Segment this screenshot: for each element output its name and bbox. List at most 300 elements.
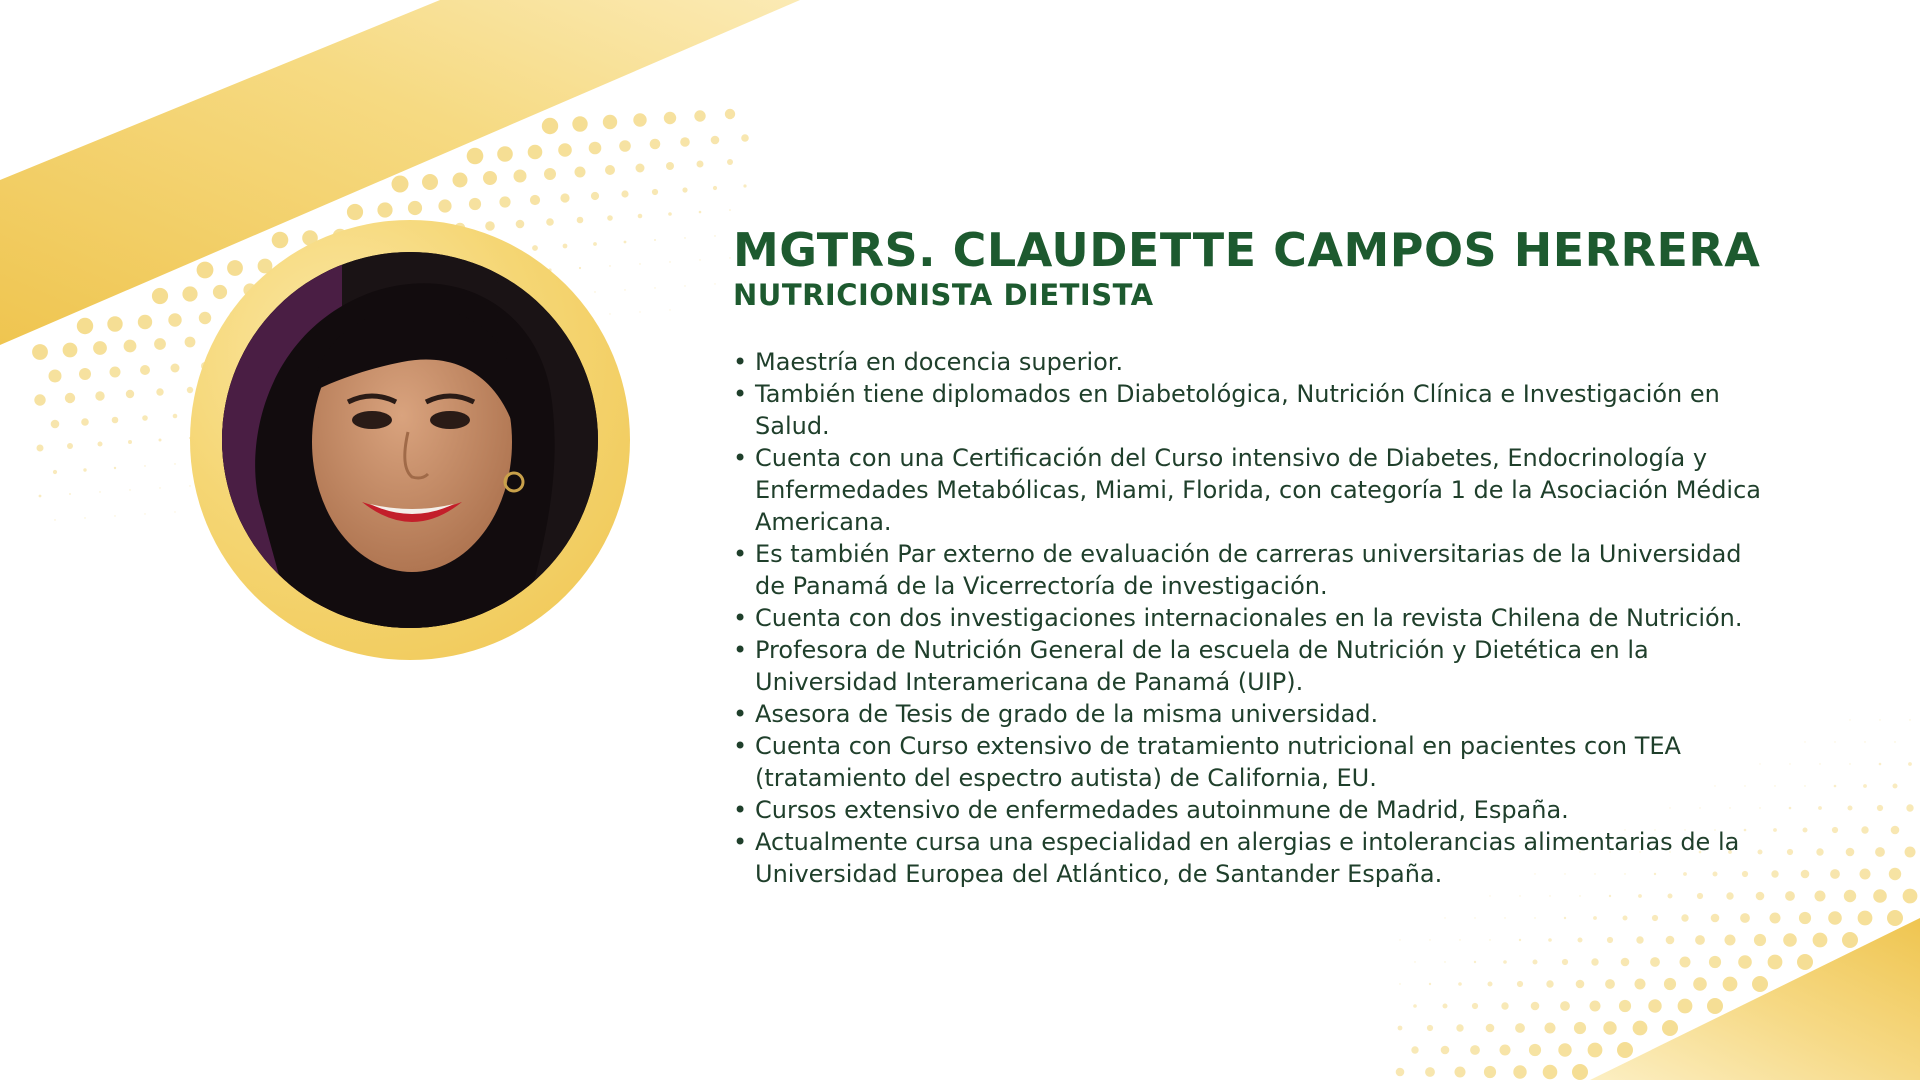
halftone-dot bbox=[1500, 1045, 1511, 1056]
halftone-dot bbox=[1399, 983, 1400, 984]
halftone-dot bbox=[1804, 785, 1805, 786]
halftone-dot bbox=[1650, 957, 1660, 967]
halftone-dot bbox=[438, 199, 451, 212]
halftone-dot bbox=[1891, 826, 1900, 835]
bullet-icon: • bbox=[733, 636, 748, 664]
halftone-dot bbox=[1889, 868, 1901, 880]
halftone-dot bbox=[609, 265, 610, 266]
halftone-dot bbox=[1648, 999, 1661, 1012]
halftone-dot bbox=[1693, 977, 1707, 991]
halftone-dot bbox=[1459, 939, 1460, 940]
halftone-dot bbox=[408, 201, 422, 215]
halftone-dot bbox=[714, 235, 715, 236]
halftone-dot bbox=[1680, 957, 1691, 968]
halftone-dot bbox=[1519, 895, 1520, 896]
halftone-dot bbox=[1813, 933, 1828, 948]
halftone-dot bbox=[189, 485, 190, 486]
halftone-dot bbox=[1849, 719, 1850, 720]
bullet-icon: • bbox=[733, 796, 748, 824]
halftone-dot bbox=[1529, 1044, 1541, 1056]
halftone-dot bbox=[542, 118, 558, 134]
halftone-dot bbox=[1621, 958, 1630, 967]
credential-text: Cuenta con dos investigaciones internacionales en la revista Chilena de Nutrición. bbox=[755, 604, 1743, 632]
halftone-dot bbox=[1398, 1026, 1403, 1031]
profile-title: NUTRICIONISTA DIETISTA bbox=[733, 278, 1154, 312]
halftone-dot bbox=[107, 316, 122, 331]
halftone-dot bbox=[182, 286, 197, 301]
halftone-dot bbox=[1429, 939, 1430, 940]
halftone-dot bbox=[1617, 1042, 1633, 1058]
halftone-dot bbox=[741, 134, 749, 142]
halftone-dot bbox=[1519, 939, 1521, 941]
halftone-dot bbox=[1799, 912, 1811, 924]
halftone-dot bbox=[668, 212, 672, 216]
halftone-dot bbox=[1472, 1003, 1478, 1009]
halftone-dot bbox=[1488, 982, 1493, 987]
halftone-dot bbox=[1815, 891, 1826, 902]
halftone-dot bbox=[77, 318, 93, 334]
halftone-dot bbox=[1605, 979, 1615, 989]
halftone-dot bbox=[1849, 763, 1850, 764]
halftone-dot bbox=[1396, 1068, 1405, 1077]
halftone-dot bbox=[142, 415, 148, 421]
halftone-dot bbox=[53, 470, 57, 474]
halftone-dot bbox=[1444, 961, 1445, 962]
halftone-dot bbox=[1903, 889, 1918, 904]
halftone-dot bbox=[453, 173, 468, 188]
halftone-dot bbox=[1842, 932, 1858, 948]
halftone-dot bbox=[1770, 913, 1781, 924]
halftone-dot bbox=[1548, 938, 1552, 942]
halftone-dot bbox=[633, 113, 646, 126]
halftone-dot bbox=[1697, 893, 1703, 899]
credential-item bbox=[733, 634, 1773, 698]
halftone-dot bbox=[51, 420, 60, 429]
bullet-icon: • bbox=[733, 380, 748, 408]
halftone-dot bbox=[1534, 917, 1535, 918]
halftone-dot bbox=[669, 309, 670, 310]
halftone-dot bbox=[37, 445, 44, 452]
halftone-dot bbox=[144, 513, 145, 514]
halftone-dot bbox=[684, 285, 685, 286]
halftone-dot bbox=[34, 394, 45, 405]
halftone-dot bbox=[168, 313, 181, 326]
halftone-dot bbox=[729, 209, 731, 211]
halftone-dot bbox=[1414, 961, 1415, 962]
halftone-dot bbox=[558, 143, 572, 157]
halftone-dot bbox=[1562, 959, 1568, 965]
halftone-dot bbox=[1444, 917, 1445, 918]
halftone-dot bbox=[114, 467, 116, 469]
halftone-dot bbox=[1860, 869, 1871, 880]
halftone-dot bbox=[1489, 939, 1490, 940]
halftone-dot bbox=[654, 239, 656, 241]
halftone-dot bbox=[1803, 828, 1808, 833]
halftone-dot bbox=[1830, 869, 1840, 879]
halftone-dot bbox=[1906, 804, 1913, 811]
halftone-dot bbox=[605, 165, 615, 175]
halftone-dot bbox=[128, 440, 132, 444]
halftone-dot bbox=[1858, 911, 1873, 926]
halftone-dot bbox=[654, 287, 655, 288]
halftone-dot bbox=[93, 341, 107, 355]
halftone-dot bbox=[1545, 1023, 1556, 1034]
halftone-dot bbox=[669, 261, 670, 262]
halftone-dot bbox=[1546, 980, 1553, 987]
halftone-dot bbox=[1558, 1043, 1571, 1056]
halftone-dot bbox=[682, 187, 687, 192]
halftone-dot bbox=[1740, 913, 1750, 923]
halftone-dot bbox=[1579, 895, 1580, 896]
profile-name: MGTRS. CLAUDETTE CAMPOS HERRERA bbox=[733, 223, 1761, 277]
halftone-dot bbox=[713, 186, 717, 190]
halftone-dot bbox=[39, 495, 42, 498]
halftone-dot bbox=[140, 365, 150, 375]
halftone-dot bbox=[743, 184, 746, 187]
halftone-dot bbox=[1664, 978, 1676, 990]
halftone-dot bbox=[1619, 1000, 1631, 1012]
halftone-dot bbox=[1441, 1046, 1450, 1055]
halftone-dot bbox=[619, 140, 631, 152]
halftone-dot bbox=[1513, 1065, 1526, 1078]
halftone-dot bbox=[1695, 935, 1705, 945]
halftone-dot bbox=[54, 519, 55, 520]
halftone-dot bbox=[1504, 917, 1505, 918]
halftone-dot bbox=[546, 218, 554, 226]
credential-text: Actualmente cursa una especialidad en alergias e intolerancias alimentarias de la Universidad Europea del Atlántico, de Santander España. bbox=[755, 828, 1740, 888]
halftone-dot bbox=[1666, 936, 1675, 945]
halftone-dot bbox=[126, 390, 134, 398]
credential-item bbox=[733, 442, 1773, 538]
halftone-dot bbox=[1816, 848, 1823, 855]
profile-photo bbox=[222, 252, 598, 628]
halftone-dot bbox=[1711, 914, 1720, 923]
halftone-dot bbox=[544, 168, 556, 180]
halftone-dot bbox=[594, 291, 595, 292]
halftone-dot bbox=[624, 289, 625, 290]
halftone-dot bbox=[79, 368, 91, 380]
halftone-dot bbox=[1819, 763, 1820, 764]
halftone-dot bbox=[609, 313, 610, 314]
halftone-dot bbox=[114, 515, 115, 516]
halftone-dot bbox=[1887, 910, 1903, 926]
halftone-dot bbox=[1503, 960, 1507, 964]
halftone-dot bbox=[49, 370, 62, 383]
halftone-dot bbox=[1576, 980, 1585, 989]
halftone-dot bbox=[639, 263, 640, 264]
halftone-dot bbox=[593, 242, 597, 246]
halftone-dot bbox=[156, 388, 163, 395]
halftone-dot bbox=[187, 387, 193, 393]
halftone-dot bbox=[1638, 894, 1642, 898]
halftone-dot bbox=[1429, 983, 1431, 985]
halftone-dot bbox=[1574, 1022, 1586, 1034]
halftone-dot bbox=[727, 159, 733, 165]
halftone-dot bbox=[725, 109, 735, 119]
halftone-dot bbox=[152, 288, 168, 304]
halftone-dot bbox=[1832, 827, 1838, 833]
halftone-dot bbox=[1785, 891, 1795, 901]
halftone-dot bbox=[1425, 1067, 1435, 1077]
halftone-dot bbox=[572, 116, 587, 131]
halftone-dot bbox=[185, 337, 196, 348]
halftone-dot bbox=[1411, 1046, 1418, 1053]
halftone-dot bbox=[173, 414, 178, 419]
halftone-dot bbox=[81, 418, 89, 426]
halftone-dot bbox=[1756, 892, 1765, 901]
halftone-dot bbox=[485, 221, 495, 231]
halftone-dot bbox=[530, 195, 540, 205]
halftone-dot bbox=[577, 217, 584, 224]
halftone-dot bbox=[1752, 976, 1768, 992]
halftone-dot bbox=[347, 204, 363, 220]
halftone-dot bbox=[1662, 1020, 1678, 1036]
halftone-dot bbox=[1456, 1024, 1463, 1031]
halftone-dot bbox=[1804, 741, 1805, 742]
credential-text: Maestría en docencia superior. bbox=[755, 348, 1124, 376]
halftone-dot bbox=[1879, 719, 1880, 720]
halftone-dot bbox=[1633, 1021, 1648, 1036]
halftone-dot bbox=[729, 257, 730, 258]
halftone-dot bbox=[65, 393, 75, 403]
halftone-dot bbox=[1515, 1023, 1525, 1033]
credential-text: Profesora de Nutrición General de la escuela de Nutrición y Dietética en la Universidad Interamericana de Panamá (UIP). bbox=[755, 636, 1649, 696]
halftone-dot bbox=[697, 161, 704, 168]
halftone-dot bbox=[1531, 1002, 1540, 1011]
halftone-dot bbox=[1754, 934, 1766, 946]
halftone-dot bbox=[129, 489, 130, 490]
halftone-dot bbox=[84, 517, 85, 518]
halftone-dot bbox=[1560, 1001, 1570, 1011]
halftone-dot bbox=[711, 136, 720, 145]
halftone-dot bbox=[639, 311, 640, 312]
credential-item bbox=[733, 794, 1773, 826]
halftone-dot bbox=[1486, 1024, 1495, 1033]
halftone-dot bbox=[197, 262, 214, 279]
bullet-icon: • bbox=[733, 540, 748, 568]
halftone-dot bbox=[1908, 762, 1912, 766]
halftone-dot bbox=[83, 468, 86, 471]
halftone-dot bbox=[579, 267, 581, 269]
credential-item bbox=[733, 378, 1773, 442]
halftone-dot bbox=[63, 343, 78, 358]
halftone-dot bbox=[1517, 981, 1523, 987]
halftone-dot bbox=[1652, 915, 1658, 921]
credential-item bbox=[733, 730, 1773, 794]
halftone-dot bbox=[174, 511, 175, 512]
halftone-dot bbox=[1681, 914, 1688, 921]
halftone-dot bbox=[1668, 894, 1673, 899]
halftone-dot bbox=[1543, 1065, 1558, 1080]
halftone-dot bbox=[1501, 1002, 1508, 1009]
halftone-dot bbox=[638, 214, 643, 219]
credential-text: Cuenta con Curso extensivo de tratamiento nutricional en pacientes con TEA (tratamiento del espectro autista) de California, EU. bbox=[755, 732, 1681, 792]
bullet-icon: • bbox=[733, 828, 748, 856]
halftone-dot bbox=[714, 283, 715, 284]
halftone-dot bbox=[138, 315, 152, 329]
halftone-dot bbox=[1893, 784, 1898, 789]
halftone-dot bbox=[1834, 785, 1837, 788]
halftone-dot bbox=[174, 463, 175, 464]
halftone-dot bbox=[112, 417, 119, 424]
profile-content bbox=[733, 222, 1773, 890]
halftone-dot bbox=[199, 312, 211, 324]
halftone-dot bbox=[528, 145, 543, 160]
halftone-dot bbox=[1607, 937, 1613, 943]
credential-item bbox=[733, 538, 1773, 602]
halftone-dot bbox=[1834, 741, 1835, 742]
credentials-list bbox=[733, 346, 1773, 890]
halftone-dot bbox=[1603, 1021, 1616, 1034]
halftone-dot bbox=[1458, 982, 1462, 986]
halftone-dot bbox=[1848, 806, 1853, 811]
halftone-dot bbox=[1846, 848, 1855, 857]
halftone-dot bbox=[1443, 1004, 1448, 1009]
halftone-dot bbox=[1593, 916, 1597, 920]
halftone-dot bbox=[1533, 960, 1538, 965]
halftone-dot bbox=[171, 364, 180, 373]
halftone-dot bbox=[1564, 917, 1566, 919]
halftone-dot bbox=[1774, 785, 1775, 786]
halftone-dot bbox=[1723, 977, 1738, 992]
halftone-dot bbox=[1909, 719, 1910, 720]
halftone-dot bbox=[1474, 917, 1475, 918]
halftone-dot bbox=[1864, 741, 1865, 742]
bullet-icon: • bbox=[733, 732, 748, 760]
halftone-dot bbox=[1609, 895, 1611, 897]
halftone-dot bbox=[1427, 1025, 1433, 1031]
halftone-dot bbox=[1801, 870, 1810, 879]
credential-item bbox=[733, 346, 1773, 378]
halftone-dot bbox=[154, 338, 166, 350]
halftone-dot bbox=[159, 487, 160, 488]
halftone-dot bbox=[144, 465, 145, 466]
halftone-dot bbox=[1484, 1066, 1496, 1078]
halftone-dot bbox=[563, 244, 568, 249]
halftone-dot bbox=[1635, 979, 1646, 990]
credential-text: Asesora de Tesis de grado de la misma universidad. bbox=[755, 700, 1379, 728]
halftone-dot bbox=[1549, 895, 1550, 896]
halftone-dot bbox=[98, 442, 103, 447]
halftone-dot bbox=[1797, 954, 1813, 970]
halftone-dot bbox=[1875, 847, 1885, 857]
halftone-dot bbox=[1783, 933, 1797, 947]
halftone-dot bbox=[591, 192, 599, 200]
halftone-dot bbox=[1789, 807, 1792, 810]
halftone-dot bbox=[422, 174, 438, 190]
halftone-dot bbox=[227, 260, 243, 276]
halftone-dot bbox=[680, 137, 690, 147]
halftone-dot bbox=[684, 237, 685, 238]
halftone-dot bbox=[67, 443, 73, 449]
halftone-dot bbox=[1707, 998, 1723, 1014]
halftone-dot bbox=[377, 202, 392, 217]
halftone-dot bbox=[469, 198, 481, 210]
bullet-icon: • bbox=[733, 604, 748, 632]
halftone-dot bbox=[1905, 847, 1916, 858]
halftone-dot bbox=[1578, 938, 1583, 943]
halftone-dot bbox=[607, 215, 613, 221]
halftone-dot bbox=[1789, 763, 1790, 764]
halftone-dot bbox=[1413, 1004, 1417, 1008]
halftone-dot bbox=[575, 167, 586, 178]
halftone-dot bbox=[99, 491, 100, 492]
halftone-dot bbox=[124, 340, 137, 353]
halftone-dot bbox=[1591, 958, 1598, 965]
halftone-dot bbox=[666, 162, 674, 170]
halftone-dot bbox=[1861, 826, 1868, 833]
halftone-dot bbox=[652, 189, 658, 195]
halftone-dot bbox=[532, 245, 538, 251]
halftone-dot bbox=[95, 391, 104, 400]
halftone-dot bbox=[159, 439, 162, 442]
credential-text: Cuenta con una Certificación del Curso intensivo de Diabetes, Endocrinología y Enfermedades Metabólicas, Miami, Florida, con categoría 1 de la Asociación Médica Americana. bbox=[755, 444, 1761, 536]
halftone-dot bbox=[516, 220, 525, 229]
bullet-icon: • bbox=[733, 444, 748, 472]
halftone-dot bbox=[483, 171, 497, 185]
credential-item bbox=[733, 826, 1773, 890]
credential-text: Es también Par externo de evaluación de carreras universitarias de la Universidad de Panamá de la Vicerrectoría de investigación. bbox=[755, 540, 1742, 600]
halftone-dot bbox=[497, 146, 513, 162]
halftone-dot bbox=[1399, 939, 1400, 940]
halftone-dot bbox=[110, 367, 121, 378]
halftone-dot bbox=[560, 193, 569, 202]
halftone-dot bbox=[1818, 806, 1822, 810]
halftone-dot bbox=[272, 232, 289, 249]
halftone-dot bbox=[499, 196, 510, 207]
halftone-dot bbox=[1725, 935, 1736, 946]
halftone-dot bbox=[1588, 1043, 1603, 1058]
halftone-dot bbox=[1863, 784, 1867, 788]
halftone-dot bbox=[650, 139, 661, 150]
halftone-dot bbox=[1773, 828, 1777, 832]
bullet-icon: • bbox=[733, 700, 748, 728]
halftone-dot bbox=[1877, 805, 1883, 811]
halftone-dot bbox=[1787, 849, 1793, 855]
halftone-dot bbox=[1709, 956, 1721, 968]
halftone-dot bbox=[1636, 936, 1643, 943]
halftone-dot bbox=[514, 170, 527, 183]
halftone-dot bbox=[664, 112, 676, 124]
halftone-dot bbox=[1726, 892, 1733, 899]
halftone-dot bbox=[1678, 999, 1693, 1014]
halftone-dot bbox=[699, 211, 702, 214]
halftone-dot bbox=[1828, 911, 1842, 925]
halftone-dot bbox=[392, 176, 409, 193]
halftone-dot bbox=[1572, 1064, 1588, 1080]
halftone-dot bbox=[69, 493, 71, 495]
halftone-dot bbox=[694, 110, 705, 121]
credential-item bbox=[733, 602, 1773, 634]
halftone-dot bbox=[589, 142, 602, 155]
halftone-dot bbox=[1873, 889, 1887, 903]
bullet-icon: • bbox=[733, 348, 748, 376]
halftone-dot bbox=[1590, 1001, 1601, 1012]
halftone-dot bbox=[621, 190, 628, 197]
halftone-dot bbox=[213, 285, 227, 299]
halftone-dot bbox=[1623, 916, 1628, 921]
halftone-dot bbox=[1738, 955, 1752, 969]
credential-text: Cursos extensivo de enfermedades autoinmune de Madrid, España. bbox=[755, 796, 1569, 824]
credential-text: También tiene diplomados en Diabetológica, Nutrición Clínica e Investigación en Salud. bbox=[755, 380, 1720, 440]
halftone-dot bbox=[1489, 895, 1490, 896]
halftone-dot bbox=[1894, 741, 1895, 742]
halftone-dot bbox=[1768, 955, 1783, 970]
halftone-dot bbox=[1474, 961, 1476, 963]
halftone-dot bbox=[1470, 1045, 1480, 1055]
halftone-dot bbox=[636, 164, 645, 173]
halftone-dot bbox=[1844, 890, 1856, 902]
